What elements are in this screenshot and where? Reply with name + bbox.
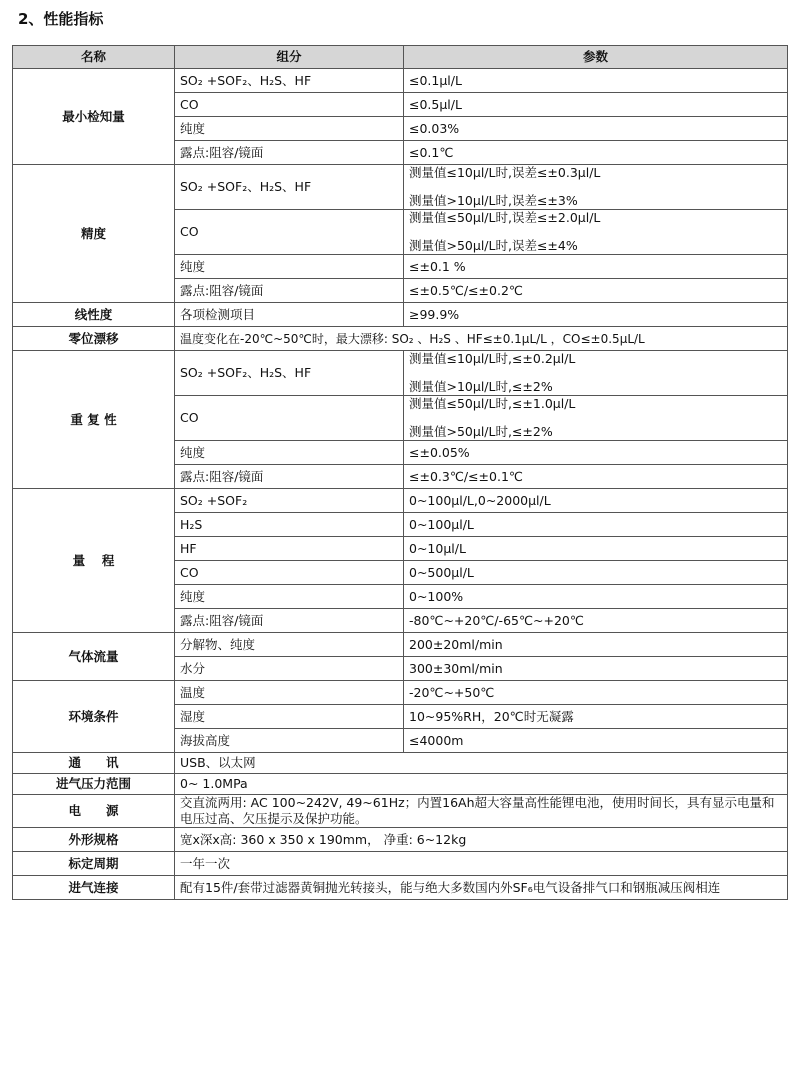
- component-cell: 温度: [175, 681, 404, 705]
- header-parameter: 参数: [404, 46, 788, 69]
- full-value-cell: 温度变化在-20℃~50℃时，最大漂移: SO₂ 、H₂S 、HF≤±0.1μL/L ，CO≤±0.5μL/L: [175, 327, 788, 351]
- parameter-cell: ≤0.03%: [404, 117, 788, 141]
- row-name-accuracy: 精度: [13, 165, 175, 303]
- component-cell: SO₂ +SOF₂、H₂S、HF: [175, 165, 404, 210]
- table-row: [13, 774, 788, 795]
- parameter-cell: ≤±0.1 %: [404, 255, 788, 279]
- table-row: [13, 351, 788, 396]
- table-header-row: [13, 46, 788, 69]
- component-cell: HF: [175, 537, 404, 561]
- parameter-line: 测量值≤10μl/L时,≤±0.2μl/L: [409, 351, 576, 366]
- table-row: [13, 753, 788, 774]
- component-cell: 纯度: [175, 585, 404, 609]
- component-cell: 纯度: [175, 117, 404, 141]
- component-cell: CO: [175, 210, 404, 255]
- parameter-line: 测量值≤50μl/L时,误差≤±2.0μl/L: [409, 210, 601, 225]
- parameter-cell: ≤±0.05%: [404, 441, 788, 465]
- row-name-inlet-pressure: 进气压力范围: [13, 774, 175, 795]
- parameter-cell: [404, 210, 788, 255]
- parameter-cell: [404, 351, 788, 396]
- parameter-cell: [404, 396, 788, 441]
- parameter-cell: ≤0.1℃: [404, 141, 788, 165]
- parameter-cell: 0~100μl/L,0~2000μl/L: [404, 489, 788, 513]
- parameter-cell: 0~10μl/L: [404, 537, 788, 561]
- parameter-cell: 0~100μl/L: [404, 513, 788, 537]
- full-value-cell: USB、以太网: [175, 753, 788, 774]
- parameter-line: 测量值≤10μl/L时,误差≤±0.3μl/L: [409, 165, 601, 180]
- component-cell: CO: [175, 93, 404, 117]
- full-value-cell: 配有15件/套带过滤器黄铜抛光转接头，能与绝大多数国内外SF₆电气设备排气口和钢瓶减压阀相连: [175, 876, 788, 900]
- parameter-cell: 300±30ml/min: [404, 657, 788, 681]
- row-name-dimensions: 外形规格: [13, 828, 175, 852]
- parameter-cell: 0~100%: [404, 585, 788, 609]
- table-row: [13, 69, 788, 93]
- performance-spec-table: [12, 45, 788, 900]
- parameter-cell: [404, 165, 788, 210]
- component-cell: SO₂ +SOF₂: [175, 489, 404, 513]
- parameter-cell: ≤±0.3℃/≤±0.1℃: [404, 465, 788, 489]
- component-cell: 露点:阻容/镜面: [175, 141, 404, 165]
- component-cell: 露点:阻容/镜面: [175, 609, 404, 633]
- component-cell: SO₂ +SOF₂、H₂S、HF: [175, 351, 404, 396]
- table-row: [13, 165, 788, 210]
- full-value-cell: 一年一次: [175, 852, 788, 876]
- component-cell: 水分: [175, 657, 404, 681]
- component-cell: CO: [175, 396, 404, 441]
- table-row: [13, 489, 788, 513]
- table-row: [13, 633, 788, 657]
- parameter-cell: 200±20ml/min: [404, 633, 788, 657]
- row-name-inlet-connection: 进气连接: [13, 876, 175, 900]
- row-name-communication: 通 讯: [13, 753, 175, 774]
- row-name-min-detect: 最小检知量: [13, 69, 175, 165]
- component-cell: 分解物、纯度: [175, 633, 404, 657]
- component-cell: 海拔高度: [175, 729, 404, 753]
- row-name-linearity: 线性度: [13, 303, 175, 327]
- parameter-cell: 0~500μl/L: [404, 561, 788, 585]
- table-row: [13, 828, 788, 852]
- component-cell: 纯度: [175, 441, 404, 465]
- component-cell: 露点:阻容/镜面: [175, 465, 404, 489]
- table-row: [13, 303, 788, 327]
- full-value-cell: 0~ 1.0MPa: [175, 774, 788, 795]
- component-cell: 湿度: [175, 705, 404, 729]
- row-name-calibration-period: 标定周期: [13, 852, 175, 876]
- parameter-line: 测量值>50μl/L时,误差≤±4%: [409, 238, 578, 253]
- header-name: 名称: [13, 46, 175, 69]
- table-row: [13, 327, 788, 351]
- row-name-gas-flow: 气体流量: [13, 633, 175, 681]
- full-value-cell: 宽x深x高: 360 x 350 x 190mm， 净重: 6~12kg: [175, 828, 788, 852]
- parameter-cell: ≤0.1μl/L: [404, 69, 788, 93]
- header-component: 组分: [175, 46, 404, 69]
- parameter-line: 测量值>10μl/L时,≤±2%: [409, 379, 553, 394]
- row-name-repeatability: 重 复 性: [13, 351, 175, 489]
- table-row: [13, 876, 788, 900]
- parameter-line: 测量值>10μl/L时,误差≤±3%: [409, 193, 578, 208]
- component-cell: 露点:阻容/镜面: [175, 279, 404, 303]
- parameter-cell: -80℃~+20℃/-65℃~+20℃: [404, 609, 788, 633]
- component-cell: 各项检测项目: [175, 303, 404, 327]
- parameter-cell: ≤0.5μl/L: [404, 93, 788, 117]
- row-name-environment: 环境条件: [13, 681, 175, 753]
- row-name-power: 电 源: [13, 795, 175, 828]
- parameter-line: 测量值≤50μl/L时,≤±1.0μl/L: [409, 396, 576, 411]
- parameter-cell: ≥99.9%: [404, 303, 788, 327]
- table-row: [13, 852, 788, 876]
- table-row: [13, 681, 788, 705]
- component-cell: 纯度: [175, 255, 404, 279]
- parameter-line: 测量值>50μl/L时,≤±2%: [409, 424, 553, 439]
- component-cell: CO: [175, 561, 404, 585]
- row-name-zero-drift: 零位漂移: [13, 327, 175, 351]
- parameter-cell: ≤4000m: [404, 729, 788, 753]
- parameter-cell: -20℃~+50℃: [404, 681, 788, 705]
- table-row: [13, 795, 788, 828]
- component-cell: SO₂ +SOF₂、H₂S、HF: [175, 69, 404, 93]
- full-value-cell: 交直流两用: AC 100~242V, 49~61Hz；内置16Ah超大容量高性能锂电池，使用时间长，具有显示电量和电压过高、欠压提示及保护功能。: [175, 795, 788, 828]
- section-title: 2、性能指标: [18, 10, 104, 28]
- component-cell: H₂S: [175, 513, 404, 537]
- parameter-cell: 10~95%RH，20℃时无凝露: [404, 705, 788, 729]
- row-name-range: 量 程: [13, 489, 175, 633]
- parameter-cell: ≤±0.5℃/≤±0.2℃: [404, 279, 788, 303]
